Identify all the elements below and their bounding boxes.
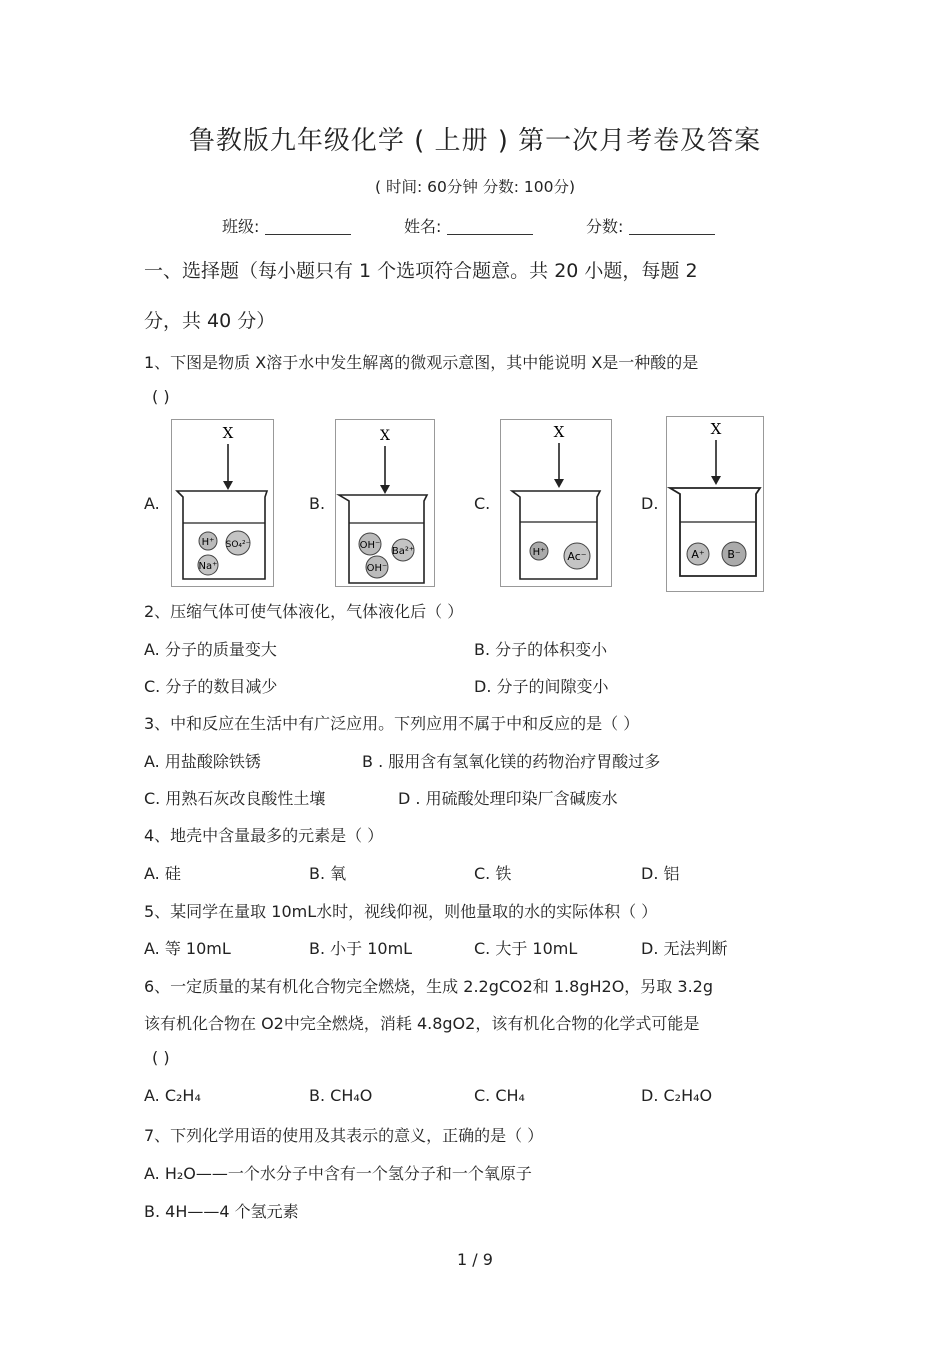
field-class-blank[interactable] (265, 218, 351, 235)
page-number: 1 / 9 (457, 1250, 493, 1269)
ion-a-plus: A⁺ (691, 548, 705, 561)
ion-acetate: Ac⁻ (567, 550, 587, 563)
q6-stem-line1: 6、一定质量的某有机化合物完全燃烧，生成 2.2gCO2和 1.8gH2O，另取 3.2g (144, 977, 713, 996)
q1-option-c-label[interactable]: C. (474, 494, 491, 513)
q3-option-d[interactable]: D . 用硫酸处理印染厂含碱废水 (398, 789, 618, 808)
field-name (404, 214, 533, 237)
section-heading-line1: 一、选择题（每小题只有 1 个选项符合题意。共 20 小题，每题 2 (144, 260, 698, 282)
ion-b-minus: B⁻ (727, 548, 741, 561)
q6-option-a[interactable]: A. C₂H₄ (144, 1086, 201, 1105)
q1-figure-d-arrow-label: X (710, 420, 722, 438)
q6-stem-line3: ( ) (152, 1048, 170, 1067)
q7-stem: 7、下列化学用语的使用及其表示的意义，正确的是（ ） (144, 1126, 544, 1145)
q1-option-a-label[interactable]: A. (144, 494, 160, 513)
field-score-blank[interactable] (629, 218, 715, 235)
q7-option-b[interactable]: B. 4H——4 个氢元素 (144, 1202, 299, 1221)
q1-figure-c-arrow-label: X (553, 423, 565, 441)
field-score (586, 214, 715, 237)
page-title: 鲁教版九年级化学 ( 上册 ) 第一次月考卷及答案 (188, 126, 762, 156)
q1-figure-b-arrow-label: X (380, 428, 390, 444)
q1-figure-a-arrow-label: X (222, 424, 234, 442)
q1-figure-a (171, 419, 274, 587)
q3-option-b[interactable]: B . 服用含有氢氧化镁的药物治疗胃酸过多 (362, 752, 661, 771)
q4-option-c[interactable]: C. 铁 (474, 864, 512, 883)
q6-option-b[interactable]: B. CH₄O (309, 1086, 373, 1105)
q1-figure-d (666, 416, 764, 592)
q1-figure-b (335, 419, 435, 587)
q4-option-a[interactable]: A. 硅 (144, 864, 181, 883)
q6-option-c[interactable]: C. CH₄ (474, 1086, 525, 1105)
ion-oh-minus: OH⁻ (366, 563, 388, 574)
exam-info: ( 时间: 60分钟 分数: 100分) (374, 178, 576, 196)
q5-stem: 5、某同学在量取 10mL水时，视线仰视，则他量取的水的实际体积（ ） (144, 902, 658, 921)
ion-sulfate: SO₄²⁻ (225, 540, 251, 550)
q1-option-d-label[interactable]: D. (641, 494, 659, 513)
q4-option-b[interactable]: B. 氧 (309, 864, 347, 883)
field-class-label: 班级: (222, 217, 260, 236)
ion-oh-minus: OH⁻ (359, 540, 381, 551)
q5-option-a[interactable]: A. 等 10mL (144, 939, 231, 958)
q2-stem: 2、压缩气体可使气体液化，气体液化后（ ） (144, 602, 464, 621)
q6-stem-line2: 该有机化合物在 O2中完全燃烧，消耗 4.8gO2，该有机化合物的化学式可能是 (144, 1014, 700, 1033)
q1-stem-line1: 1、下图是物质 X溶于水中发生解离的微观示意图，其中能说明 X是一种酸的是 (144, 353, 699, 372)
field-score-label: 分数: (586, 217, 624, 236)
q7-option-a[interactable]: A. H₂O——一个水分子中含有一个氢分子和一个氧原子 (144, 1164, 532, 1183)
q5-option-d[interactable]: D. 无法判断 (641, 939, 728, 958)
q4-option-d[interactable]: D. 铝 (641, 864, 680, 883)
ion-na-plus: Na⁺ (198, 561, 218, 572)
q3-option-c[interactable]: C. 用熟石灰改良酸性土壤 (144, 789, 326, 808)
field-class (222, 214, 351, 237)
q3-option-a[interactable]: A. 用盐酸除铁锈 (144, 752, 261, 771)
q6-option-d[interactable]: D. C₂H₄O (641, 1086, 713, 1105)
ion-ba: Ba²⁺ (391, 546, 415, 557)
q2-option-c[interactable]: C. 分子的数目减少 (144, 677, 278, 696)
q2-option-b[interactable]: B. 分子的体积变小 (474, 640, 608, 659)
q4-stem: 4、地壳中含量最多的元素是（ ） (144, 826, 384, 845)
q1-figure-c (500, 419, 612, 587)
ion-h-plus: H⁺ (532, 547, 546, 558)
field-name-label: 姓名: (404, 217, 442, 236)
q1-option-b-label[interactable]: B. (309, 494, 326, 513)
q5-option-b[interactable]: B. 小于 10mL (309, 939, 413, 958)
q5-option-c[interactable]: C. 大于 10mL (474, 939, 578, 958)
field-name-blank[interactable] (447, 218, 533, 235)
q2-option-d[interactable]: D. 分子的间隙变小 (474, 677, 609, 696)
q3-stem: 3、中和反应在生活中有广泛应用。下列应用不属于中和反应的是（ ） (144, 714, 640, 733)
q1-stem-line2: ( ) (152, 387, 170, 406)
section-heading-line2: 分，共 40 分） (144, 310, 276, 332)
q2-option-a[interactable]: A. 分子的质量变大 (144, 640, 277, 659)
ion-h-plus: H⁺ (201, 537, 215, 548)
